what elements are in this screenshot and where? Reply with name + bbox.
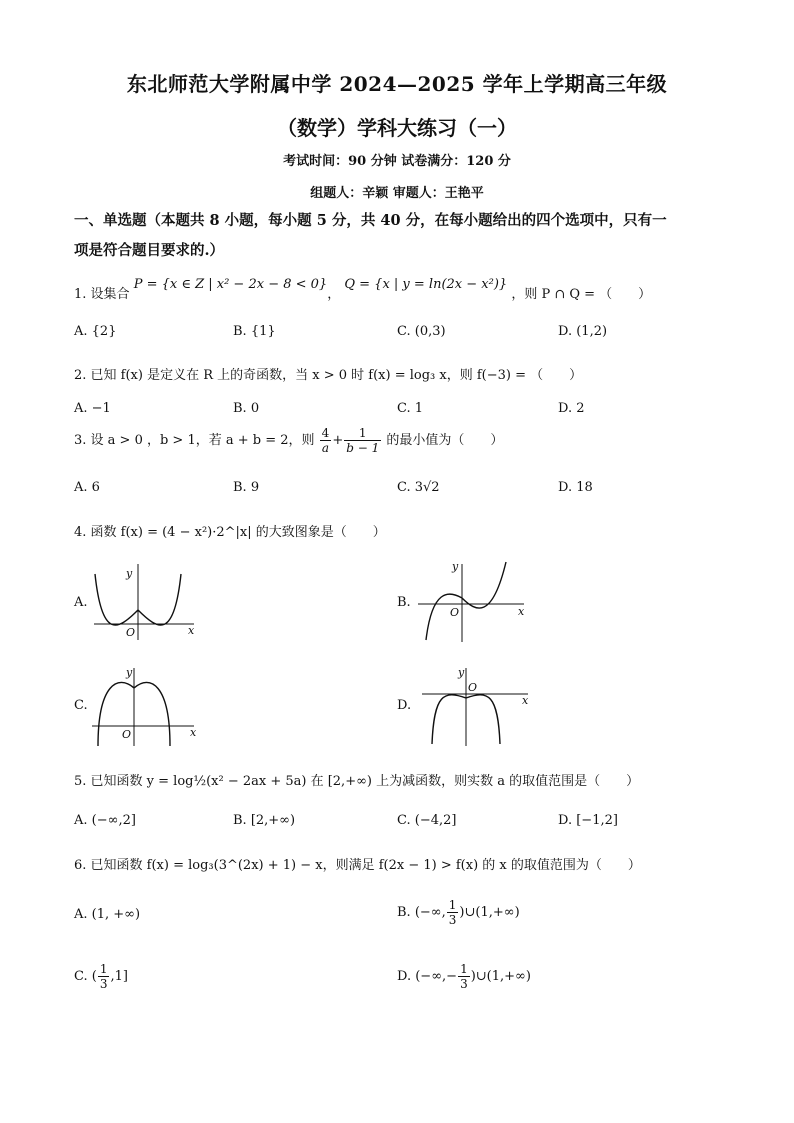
q6-option-b-post: )∪(1,+∞) [459,905,520,920]
x-label: x [522,694,529,707]
q3-frac2-num: 1 [344,426,381,441]
q2-option-a[interactable]: A. −1 [74,401,111,416]
frac-den: 3 [460,977,468,991]
q4-graph-d[interactable] [420,664,535,746]
section-heading-line2: 项是符合题目要求的.） [74,242,225,259]
q2-option-c[interactable]: C. 1 [397,401,424,416]
q6-option-c-frac [98,962,110,991]
q5-option-a[interactable]: A. (−∞,2] [74,813,136,828]
q3-option-a[interactable]: A. 6 [74,480,100,495]
q1-option-b[interactable]: B. {1} [233,324,276,339]
y-label: y [458,666,465,679]
q6-option-c[interactable] [74,962,128,991]
q6-option-d-post: )∪(1,+∞) [470,969,531,984]
origin-label: O [122,728,132,741]
q3-frac2-den: b − 1 [346,441,380,455]
q6-option-c-post: ,1] [110,969,128,984]
section-heading [74,206,724,266]
q3-fraction-1 [320,426,332,455]
y-label: y [126,666,133,679]
q5-option-d[interactable]: D. [−1,2] [558,813,618,828]
q4-option-a-label[interactable]: A. [74,595,88,610]
q6-option-c-label: C. [74,969,88,984]
authors: 组题人：辛颖 审题人：王艳平 [310,186,484,201]
origin-label: O [126,626,136,639]
q6-option-b-frac [447,898,459,927]
q4-graph-b[interactable] [414,560,534,642]
exam-info: 考试时间：90 分钟 试卷满分：120 分 [283,154,511,169]
q1-suffix: ，则 P ∩ Q = （ ） [511,287,652,302]
origin-label: O [468,681,478,694]
q3-suffix: 的最小值为（ ） [386,433,504,448]
q1-set-q: Q = {x | y = ln(2x − x²)} [344,277,508,292]
q4-option-d-label[interactable]: D. [397,698,412,713]
q6-option-d-pre: (−∞,− [415,969,458,984]
y-label: y [126,567,133,580]
q3-frac1-num: 4 [321,426,330,440]
q6-option-b[interactable] [397,898,520,927]
q1-option-d[interactable]: D. (1,2) [558,324,608,339]
q6-option-d[interactable] [397,962,531,991]
q2-option-b[interactable]: B. 0 [233,401,260,416]
q5-option-c[interactable]: C. (−4,2] [397,813,457,828]
q5-option-b[interactable]: B. [2,+∞) [233,813,296,828]
origin-label: O [450,606,460,619]
frac-num: 1 [448,898,457,912]
page-title: 东北师范大学附属中学 2024—2025 学年上学期高三年级 [126,72,668,96]
q6-option-a[interactable]: A. (1, +∞) [74,907,141,922]
q2-option-d[interactable]: D. 2 [558,401,585,416]
q4-option-b-label[interactable]: B. [397,595,411,610]
page-subtitle: （数学）学科大练习（一） [277,116,517,140]
q3-fraction-2 [344,426,381,455]
q6-option-d-label: D. [397,969,412,984]
q6-option-b-label: B. [397,905,411,920]
y-label: y [452,560,459,573]
frac-num: 1 [99,962,108,976]
x-label: x [190,726,197,739]
q6-option-c-pre: ( [91,969,97,984]
q1-set-p: P = {x ∈ Z | x² − 2x − 8 < 0} [133,277,328,292]
q1-option-c[interactable]: C. (0,3) [397,324,446,339]
question-3 [74,426,503,455]
frac-den: 3 [448,913,457,927]
q3-option-c[interactable]: C. 3√2 [397,480,440,495]
x-label: x [518,605,525,618]
q3-plus: + [332,433,344,448]
q4-option-c-label[interactable]: C. [74,698,88,713]
q1-prefix: 1. 设集合 [74,287,130,302]
q6-option-b-pre: (−∞, [414,905,446,920]
q3-prefix: 3. 设 a > 0 ，b > 1，若 a + b = 2，则 [74,433,315,448]
q3-frac1-den: a [321,441,330,455]
q4-graph-c[interactable] [90,664,202,746]
question-6: 6. 已知函数 f(x) = log₃(3^(2x) + 1) − x，则满足 f(2x − 1) > f(x) 的 x 的取值范围为（ ） [74,858,641,873]
x-label: x [188,624,195,637]
question-1 [74,277,652,302]
q1-option-a[interactable]: A. {2} [74,324,117,339]
question-2: 2. 已知 f(x) 是定义在 R 上的奇函数，当 x > 0 时 f(x) = log₃ x，则 f(−3) = （ ） [74,368,583,383]
q3-option-d[interactable]: D. 18 [558,480,593,495]
question-4: 4. 函数 f(x) = (4 − x²)·2^|x| 的大致图象是（ ） [74,525,386,540]
frac-num: 1 [460,962,468,976]
q3-option-b[interactable]: B. 9 [233,480,260,495]
question-5: 5. 已知函数 y = log½(x² − 2ax + 5a) 在 [2,+∞) 上为减函数，则实数 a 的取值范围是（ ） [74,774,640,789]
section-heading-line1: 一、单选题（本题共 8 小题，每小题 5 分，共 40 分，在每小题给出的四个选项中，只有一 [74,212,667,229]
curve [426,562,506,640]
frac-den: 3 [99,977,108,991]
q6-option-d-frac [458,962,470,991]
q1-sep: ， [327,287,341,302]
q4-graph-a[interactable] [90,560,200,642]
